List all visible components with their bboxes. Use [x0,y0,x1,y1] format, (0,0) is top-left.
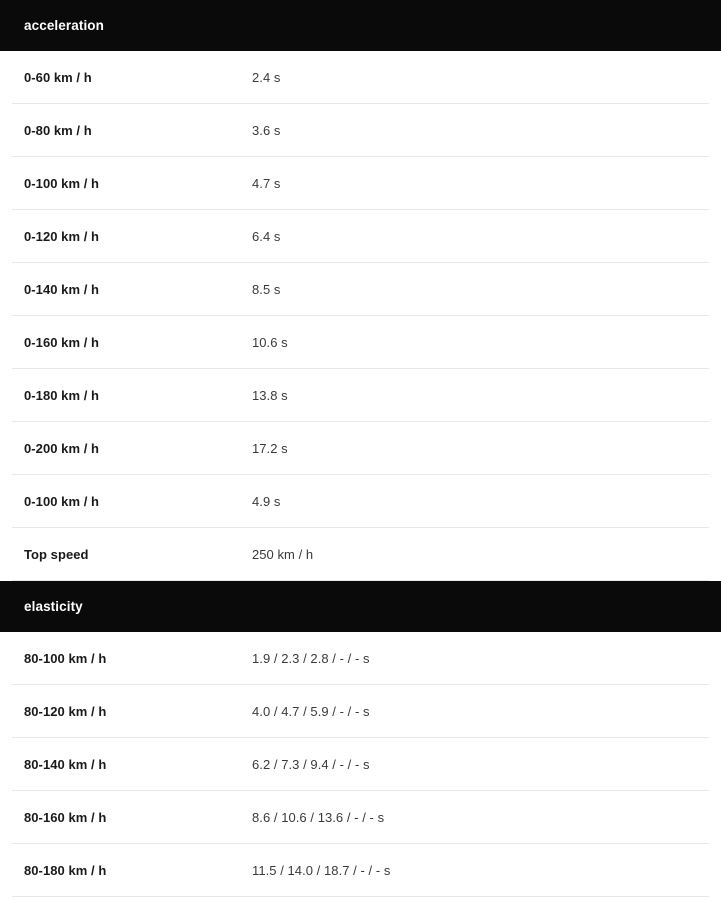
spec-label: 80-120 km / h [24,703,107,719]
table-row [12,51,709,104]
spec-label: 80-140 km / h [24,756,107,772]
spec-value: 4.9 s [252,493,281,509]
section-header: elasticity [0,581,721,632]
table-row [12,632,709,685]
table-row [12,738,709,791]
spec-label: 0-100 km / h [24,175,100,191]
table-row [12,422,709,475]
spec-value: 4.7 s [252,175,281,191]
spec-label: 0-160 km / h [24,334,100,350]
spec-section [0,581,721,897]
spec-label: 0-60 km / h [24,69,92,85]
spec-label: 80-100 km / h [24,650,107,666]
spec-value: 10.6 s [252,334,288,350]
spec-value: 3.6 s [252,122,281,138]
spec-label: 0-200 km / h [24,440,100,456]
table-row [12,263,709,316]
spec-label: 0-180 km / h [24,387,100,403]
spec-label: 0-140 km / h [24,281,100,297]
spec-value: 11.5 / 14.0 / 18.7 / - / - s [252,862,391,878]
spec-label: 0-80 km / h [24,122,92,138]
spec-label: 80-160 km / h [24,809,107,825]
table-row [12,316,709,369]
spec-label: 0-100 km / h [24,493,100,509]
table-row [12,369,709,422]
table-row [12,685,709,738]
spec-value: 8.6 / 10.6 / 13.6 / - / - s [252,809,385,825]
spec-label: 80-180 km / h [24,862,107,878]
spec-value: 6.4 s [252,228,281,244]
spec-value: 4.0 / 4.7 / 5.9 / - / - s [252,703,370,719]
spec-value: 1.9 / 2.3 / 2.8 / - / - s [252,650,370,666]
table-row [12,104,709,157]
spec-value: 6.2 / 7.3 / 9.4 / - / - s [252,756,370,772]
spec-value: 13.8 s [252,387,288,403]
spec-value: 2.4 s [252,69,281,85]
table-row [12,528,709,581]
spec-value: 250 km / h [252,546,314,562]
spec-value: 8.5 s [252,281,281,297]
table-row [12,210,709,263]
section-header: acceleration [0,0,721,51]
table-row [12,157,709,210]
spec-value: 17.2 s [252,440,288,456]
spec-label: Top speed [24,546,89,562]
table-row [12,791,709,844]
spec-label: 0-120 km / h [24,228,100,244]
table-row [12,844,709,897]
table-row [12,475,709,528]
